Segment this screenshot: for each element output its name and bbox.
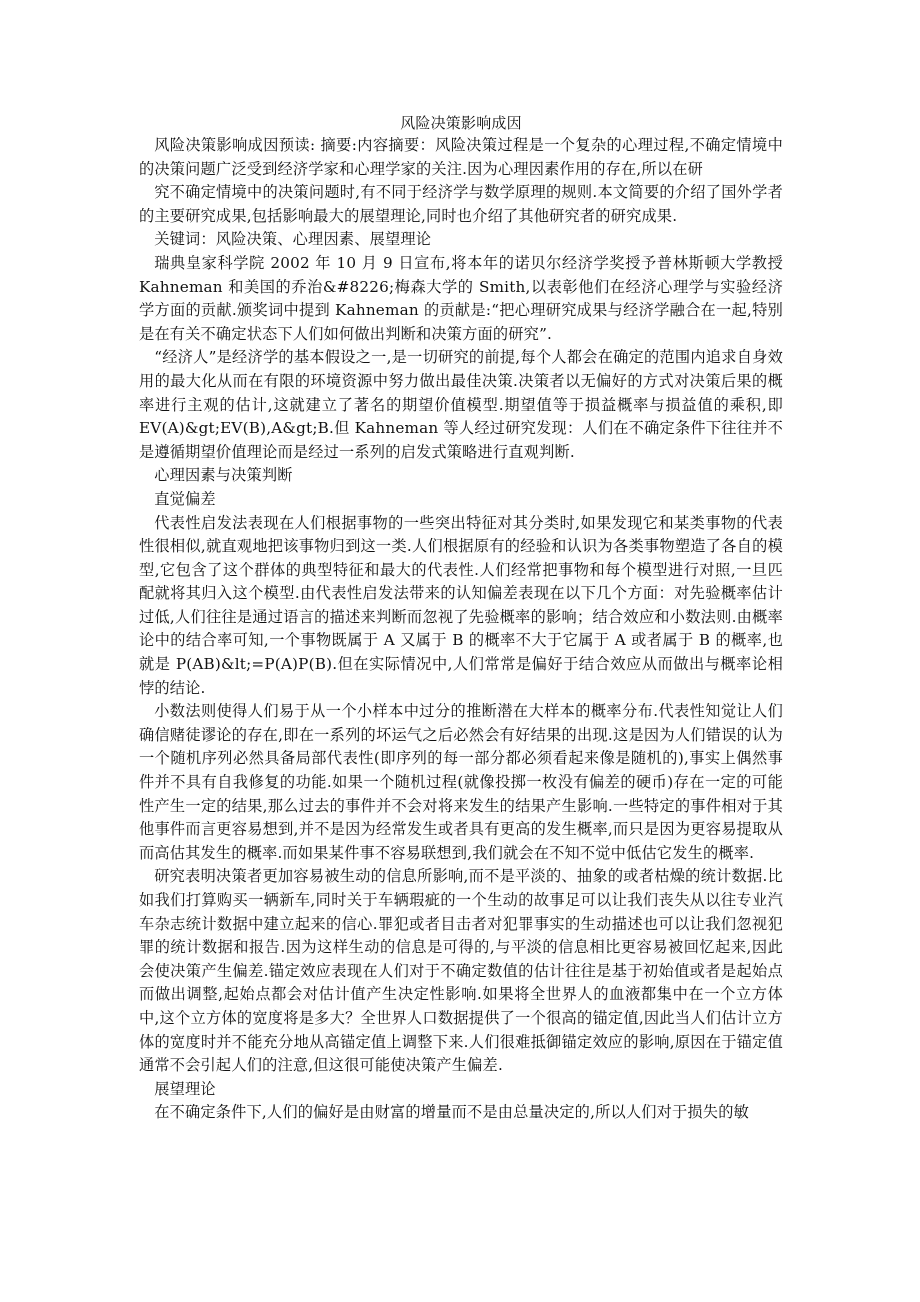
keywords-line: 关键词：风险决策、心理因素、展望理论: [154, 230, 432, 249]
section-heading-prospect: 展望理论: [154, 1079, 216, 1098]
section-heading-psychology: 心理因素与决策判断: [154, 466, 293, 485]
vividness-paragraph: 研究表明决策者更加容易被生动的信息所影响,而不是平淡的、抽象的或者枯燥的统计数据.比如我们打算购买一辆新车,同时关于车辆瑕疵的一个生动的故事足可以让我们丧失从以往专业汽车杂志统计数据中建立起来的信心.罪犯或者目击者对犯罪事实的生动描述也可以让我们忽视犯罪的统计数据和报告.因为这样生动的信息是可得的,与平淡的信息相比更容易被回忆起来,因此会使决策产生偏差.锚定效应表现在人们对于不确定数值的估计往往是基于初始值或者是起始点而做出调整,起始点都会对估计值产生决定性影响.如果将全世界人的血液都集中在一个立方体中,这个立方体的宽度将是多大？全世界人口数据提供了一个很高的锚定值,因此当人们估计立方体的宽度时并不能充分地从高锚定值上调整下来.人们很难抵御锚定效应的影响,原因在于锚定值通常不会引起人们的注意,但这很可能使决策产生偏差.: [139, 867, 783, 1075]
abstract-paragraph-2: 究不确定情境中的决策问题时,有不同于经济学与数学原理的规则.本文简要的介绍了国外学者的主要研究成果,包括影响最大的展望理论,同时也介绍了其他研究者的研究成果.: [139, 183, 783, 225]
economic-man-paragraph: “经济人”是经济学的基本假设之一,是一切研究的前提,每个人都会在确定的范围内追求自身效用的最大化从而在有限的环境资源中努力做出最佳决策.决策者以无偏好的方式对决策后果的概率进行主观的估计,这就建立了著名的期望价值模型.期望值等于损益概率与损益值的乘积,即 EV(A)&gt;EV(B),A&gt;B.但 Kahneman 等人经过研究发现：人们在不确定条件下往往并不是遵循期望价值理论而是经过一系列的启发式策略进行直观判断.: [139, 348, 783, 461]
prospect-paragraph: 在不确定条件下,人们的偏好是由财富的增量而不是由总量决定的,所以人们对于损失的敏: [154, 1103, 749, 1122]
subsection-heading-intuition: 直觉偏差: [154, 489, 216, 508]
document-page: [139, 112, 783, 1125]
small-numbers-paragraph: 小数法则使得人们易于从一个小样本中过分的推断潜在大样本的概率分布.代表性知觉让人们确信赌徒谬论的存在,即在一系列的坏运气之后必然会有好结果的出现.这是因为人们错误的认为一个随机序列必然具备局部代表性(即序列的每一部分都必须看起来像是随机的),事实上偶然事件并不具有自我修复的功能.如果一个随机过程(就像投掷一枚没有偏差的硬币)存在一定的可能性产生一定的结果,那么过去的事件并不会对将来发生的结果产生影响.一些特定的事件相对于其他事件而言更容易想到,并不是因为经常发生或者具有更高的发生概率,而只是因为更容易提取从而高估其发生的概率.而如果某件事不容易联想到,我们就会在不知不觉中低估它发生的概率.: [139, 702, 783, 862]
abstract-paragraph-1: 风险决策影响成因预读: 摘要:内容摘要：风险决策过程是一个复杂的心理过程,不确定情境中的决策问题广泛受到经济学家和心理学家的关注.因为心理因素作用的存在,所以在研: [139, 136, 783, 178]
intro-paragraph: 瑞典皇家科学院 2002 年 10 月 9 日宣布,将本年的诺贝尔经济学奖授予普林斯顿大学教授 Kahneman 和美国的乔治&#8226;梅森大学的 Smith,以表彰他们在经济心理学与实验经济学方面的贡献.颁奖词中提到 Kahneman 的贡献是:“把心理研究成果与经济学融合在一起,特别是在有关不确定状态下人们如何做出判断和决策方面的研究”.: [139, 253, 783, 343]
document-title: 风险决策影响成因: [400, 114, 522, 132]
representativeness-paragraph: 代表性启发法表现在人们根据事物的一些突出特征对其分类时,如果发现它和某类事物的代表性很相似,就直观地把该事物归到这一类.人们根据原有的经验和认识为各类事物塑造了各自的模型,它包含了这个群体的典型特征和最大的代表性.人们经常把事物和每个模型进行对照,一旦匹配就将其归入这个模型.由代表性启发法带来的认知偏差表现在以下几个方面：对先验概率估计过低,人们往往是通过语言的描述来判断而忽视了先验概率的影响；结合效应和小数法则.由概率论中的结合率可知,一个事物既属于 A 又属于 B 的概率不大于它属于 A 或者属于 B 的概率,也就是 P(AB)&lt;=P(A)P(B).但在实际情况中,人们常常是偏好于结合效应从而做出与概率论相悖的结论.: [139, 513, 783, 697]
